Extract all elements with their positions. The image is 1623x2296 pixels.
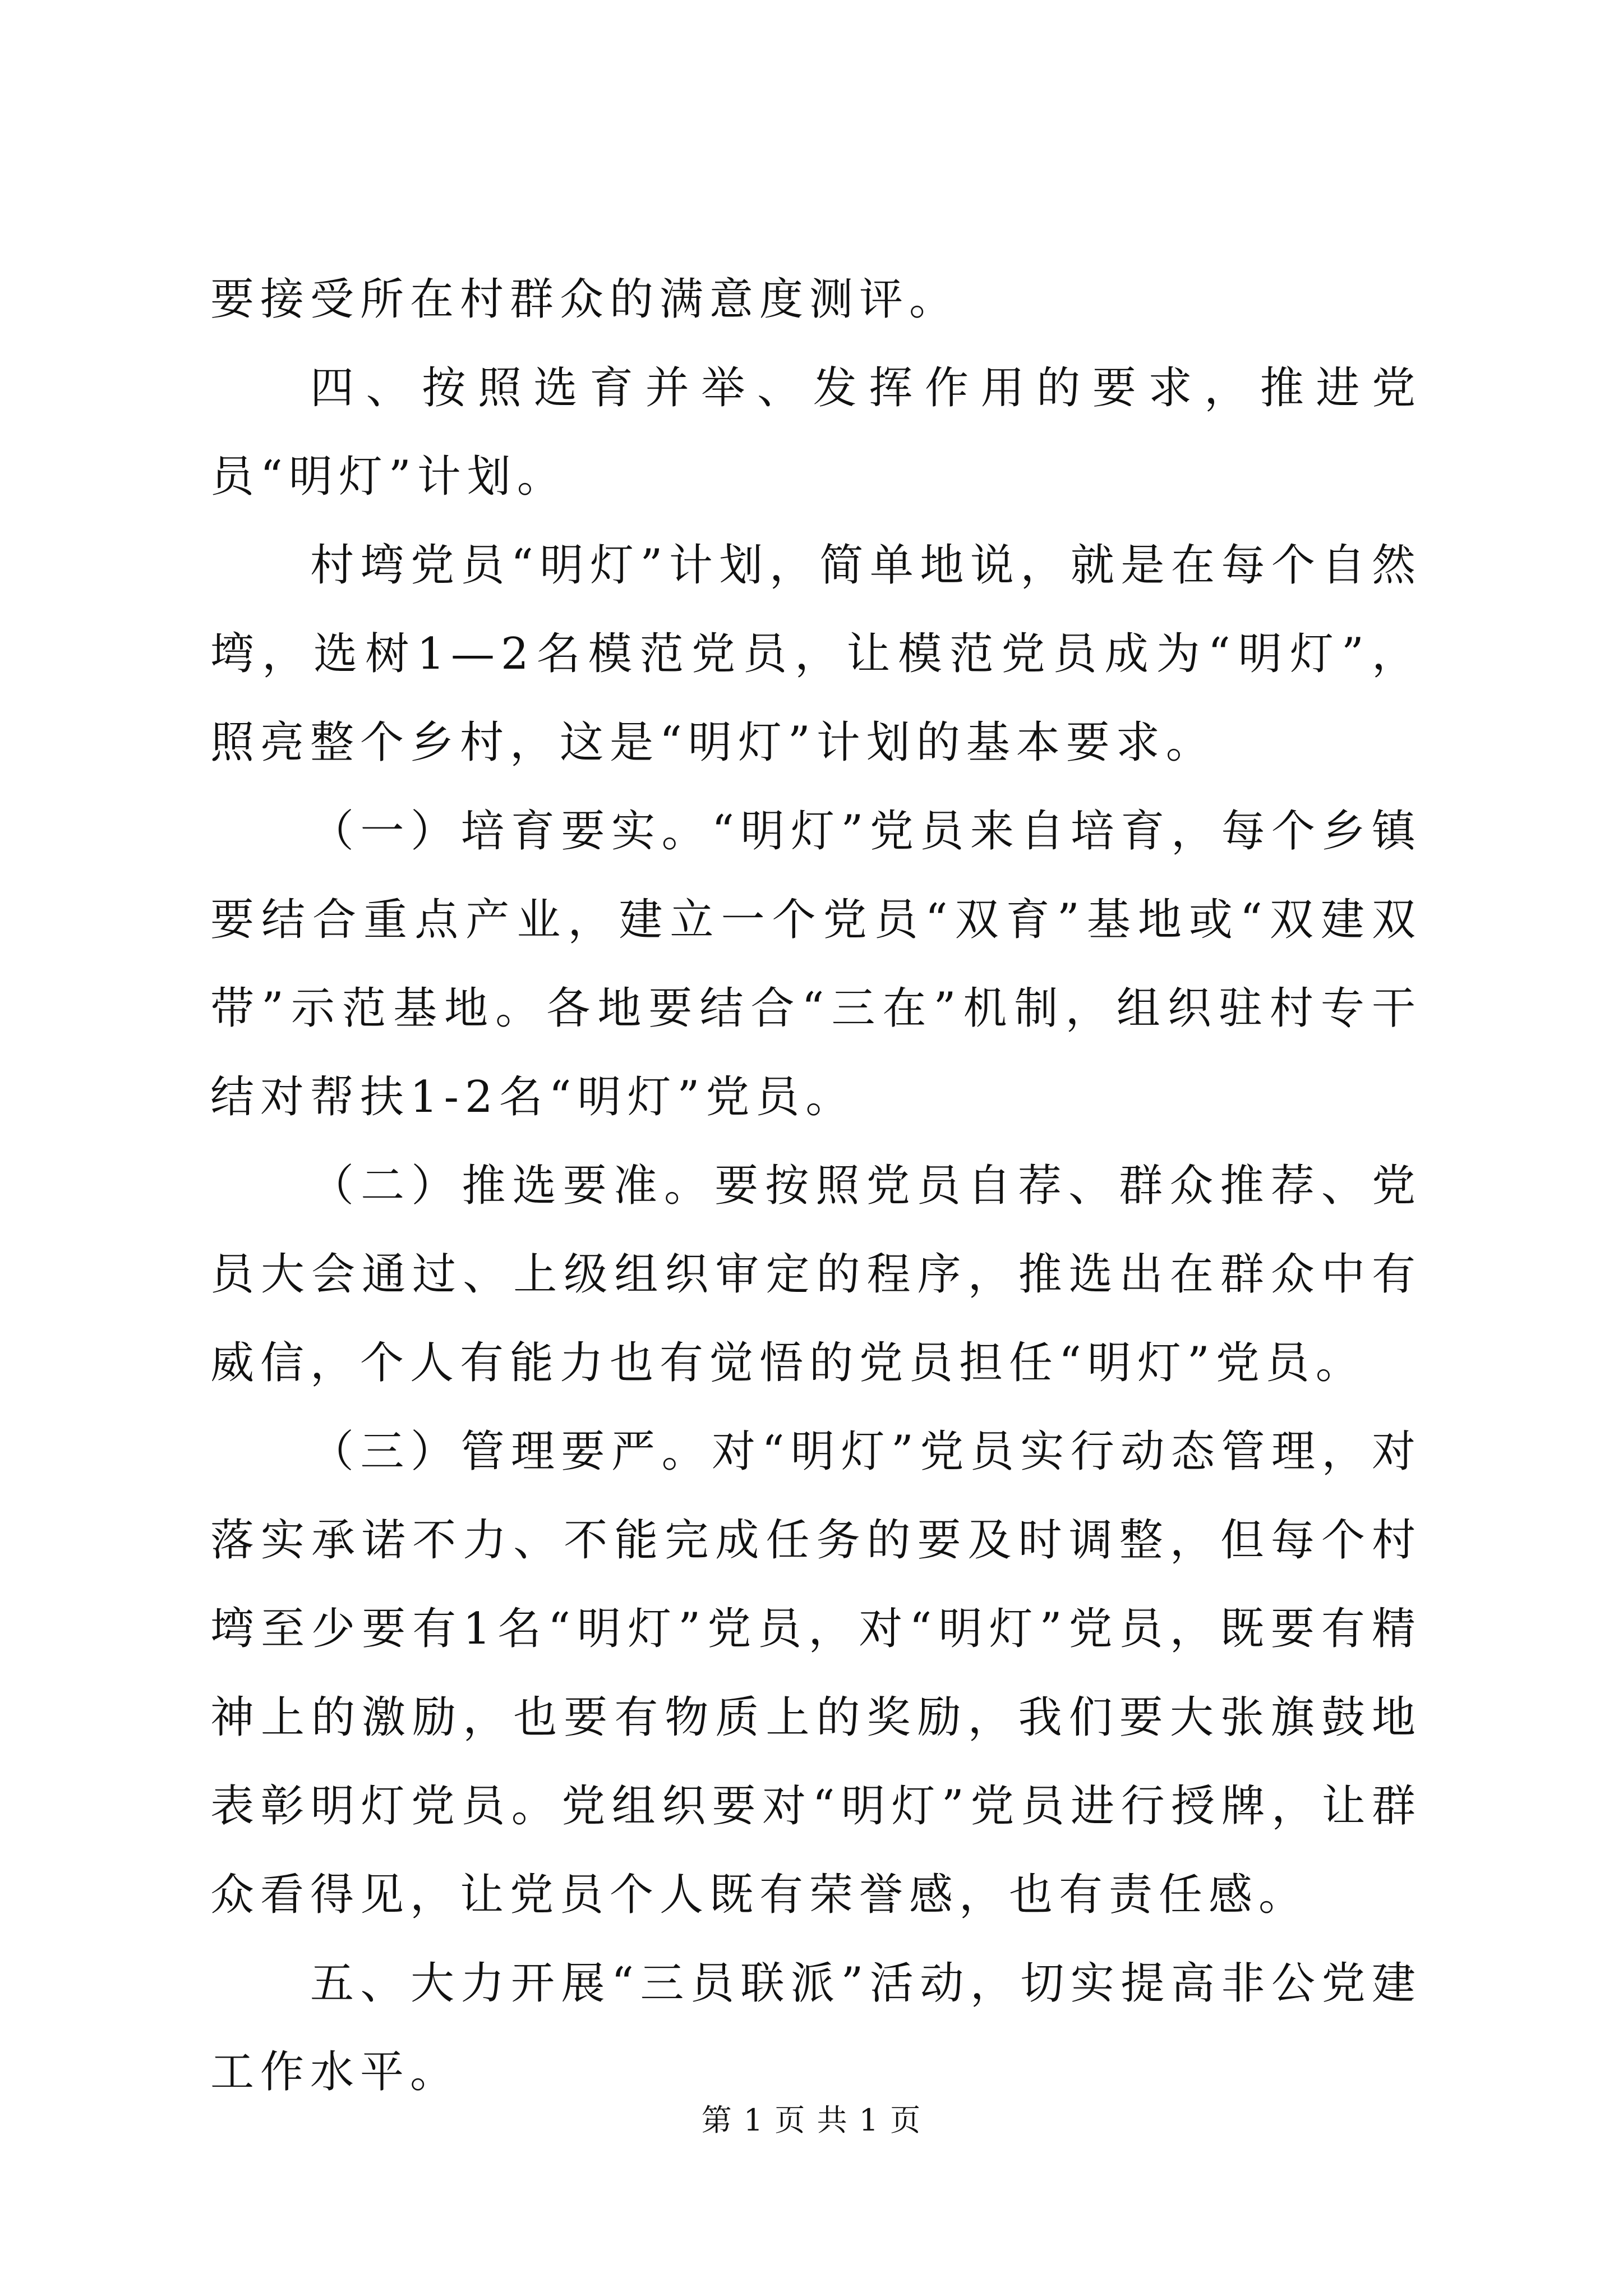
paragraph-mingdeng-plan-intro: 村塆党员“明灯”计划，简单地说，就是在每个自然塆，选树1—2名模范党员，让模范党员成为“明灯”，照亮整个乡村，这是“明灯”计划的基本要求。 bbox=[210, 540, 1422, 768]
paragraph-selection: （二）推选要准。要按照党员自荐、群众推荐、党员大会通过、上级组织审定的程序，推选出在群众中有威信，个人有能力也有觉悟的党员担任“明灯”党员。 bbox=[210, 1161, 1422, 1388]
paragraph-continuation: 要接受所在村群众的满意度测评。 bbox=[210, 274, 960, 325]
page-number-footer: 第 1 页 共 1 页 bbox=[701, 2102, 922, 2138]
paragraph-cultivation: （一）培育要实。“明灯”党员来自培育，每个乡镇要结合重点产业，建立一个党员“双育”基地或“双建双带”示范基地。各地要结合“三在”机制，组织驻村专干结对帮扶1-2名“明灯”党员。 bbox=[210, 806, 1422, 1122]
paragraph-section-four-heading: 四、按照选育并举、发挥作用的要求，推进党员“明灯”计划。 bbox=[210, 363, 1422, 502]
paragraph-section-five-heading: 五、大力开展“三员联派”活动，切实提高非公党建工作水平。 bbox=[210, 1958, 1422, 2097]
paragraph-management: （三）管理要严。对“明灯”党员实行动态管理，对落实承诺不力、不能完成任务的要及时调整，但每个村塆至少要有1名“明灯”党员，对“明灯”党员，既要有精神上的激励，也要有物质上的奖励，我们要大张旗鼓地表彰明灯党员。党组织要对“明灯”党员进行授牌，让群众看得见，让党员个人既有荣誉感，也有责任感。 bbox=[210, 1427, 1422, 1920]
document-body bbox=[210, 255, 1422, 2116]
